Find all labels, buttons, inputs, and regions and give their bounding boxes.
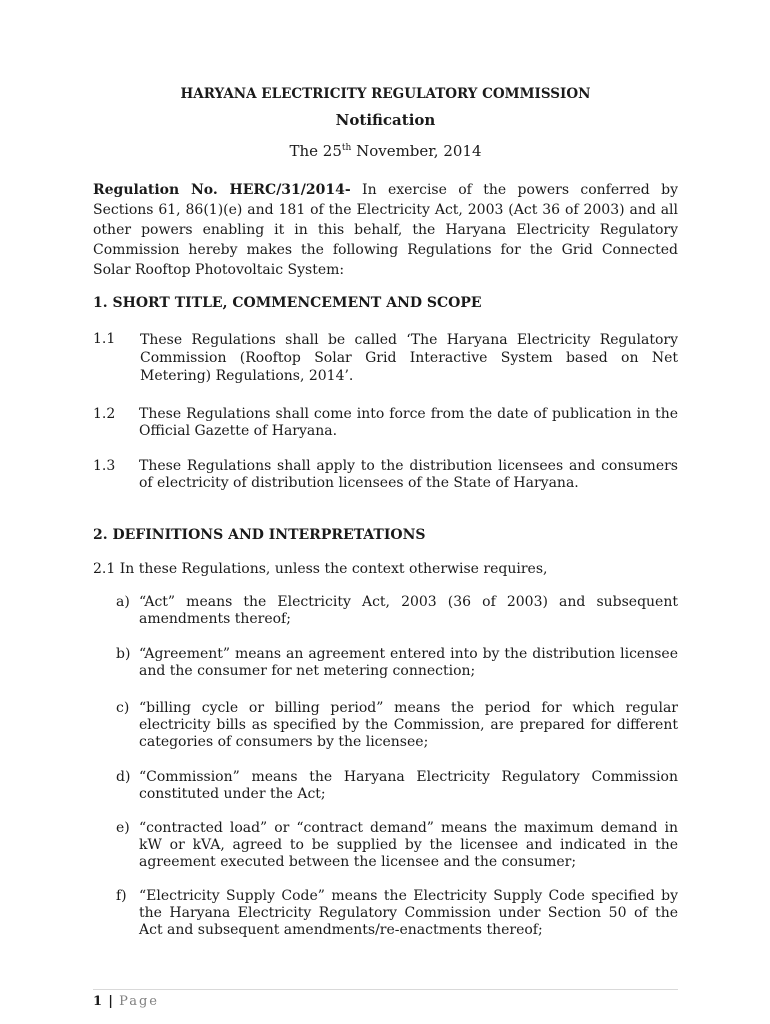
clause-text: These Regulations shall apply to the distribution licensees and consumers of electricity of distribution licensees of the State of Haryana. <box>139 458 678 491</box>
list-label: b) <box>116 646 131 662</box>
clause-number: 1.3 <box>93 458 116 474</box>
definition-text: “Agreement” means an agreement entered into by the distribution licensee and the consumer for net metering connection; <box>139 646 678 679</box>
page-footer <box>93 993 159 1010</box>
commission-title: HARYANA ELECTRICITY REGULATORY COMMISSION <box>180 86 591 102</box>
clause-number: 1.2 <box>93 406 116 422</box>
regulation-number: Regulation No. HERC/31/2014- <box>93 182 351 198</box>
notification-heading: Notification <box>335 111 436 129</box>
clause-number: 1.1 <box>93 331 116 347</box>
list-label: f) <box>116 888 127 904</box>
section-2-intro: 2.1 In these Regulations, unless the context otherwise requires, <box>93 561 548 577</box>
definition-text: “billing cycle or billing period” means the period for which regular electricity bills as specified by the Commission, are prepared for different categories of consumers by the licensee; <box>139 700 678 750</box>
document-page <box>93 0 678 1024</box>
definition-text: “Act” means the Electricity Act, 2003 (36 of 2003) and subsequent amendments thereof; <box>139 594 678 627</box>
page-number: 1 <box>93 994 104 1009</box>
list-label: d) <box>116 769 131 785</box>
date-suffix: November, 2014 <box>351 142 482 160</box>
date-superscript: th <box>341 143 352 153</box>
preamble-paragraph <box>93 180 678 280</box>
footer-divider <box>93 989 678 990</box>
section-2-heading: 2. DEFINITIONS AND INTERPRETATIONS <box>93 527 426 543</box>
list-label: e) <box>116 820 130 836</box>
clause-text: These Regulations shall come into force from the date of publication in the Official Gazette of Haryana. <box>139 406 678 439</box>
page-label: Page <box>119 994 159 1009</box>
date-prefix: The 25 <box>289 142 342 160</box>
notification-date <box>93 140 678 160</box>
definition-text: “Electricity Supply Code” means the Electricity Supply Code specified by the Haryana Electricity Regulatory Commission under Section 50 of the Act and subsequent amendments/re-enactments thereof; <box>139 888 678 938</box>
list-label: a) <box>116 594 130 610</box>
footer-separator: | <box>108 994 114 1009</box>
section-1-heading: 1. SHORT TITLE, COMMENCEMENT AND SCOPE <box>93 295 482 311</box>
list-label: c) <box>116 700 130 716</box>
clause-text: These Regulations shall be called ‘The Haryana Electricity Regulatory Commission (Rooftop Solar Grid Interactive System based on Net Metering) Regulations, 2014’. <box>140 332 678 384</box>
definition-text: “contracted load” or “contract demand” means the maximum demand in kW or kVA, agreed to be supplied by the licensee and indicated in the agreement executed between the licensee and the consumer; <box>139 820 678 870</box>
definition-text: “Commission” means the Haryana Electricity Regulatory Commission constituted under the Act; <box>139 769 678 802</box>
preamble-text: In exercise of the powers conferred by Sections 61, 86(1)(e) and 181 of the Electricity Act, 2003 (Act 36 of 2003) and all other powers enabling it in this behalf, the Haryana Electricity Regulatory Commission hereby makes the following Regulations for the Grid Connected Solar Rooftop Photovoltaic System: <box>93 182 678 278</box>
